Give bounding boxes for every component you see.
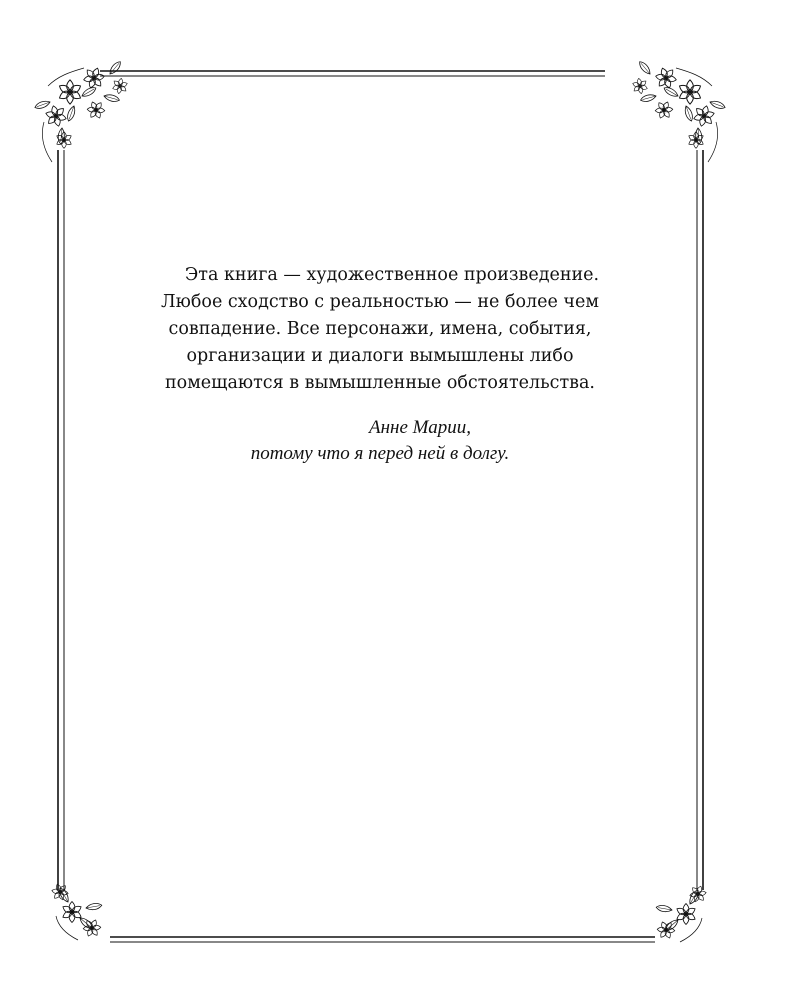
dedication bbox=[90, 415, 670, 467]
dedication-recipient: Анне Марии, bbox=[369, 417, 471, 438]
corner-ornament-bottom-right bbox=[654, 883, 708, 942]
corner-ornament-top-left bbox=[34, 60, 129, 162]
corner-ornament-top-right bbox=[631, 60, 726, 162]
dedication-reason: потому что я перед ней в долгу. bbox=[250, 443, 510, 464]
disclaimer-line: организации и диалоги вымышлены либо bbox=[186, 346, 574, 366]
disclaimer-line: совпадение. Все персонажи, имена, события, bbox=[168, 319, 592, 339]
fiction-disclaimer bbox=[90, 262, 670, 397]
disclaimer-line: Эта книга — художественное произведение. bbox=[184, 265, 600, 285]
disclaimer-line: помещаются в вымышленные обстоятельства. bbox=[165, 373, 595, 393]
disclaimer-line: Любое сходство с реальностью — не более чем bbox=[161, 292, 599, 312]
corner-ornament-bottom-left bbox=[49, 881, 103, 940]
